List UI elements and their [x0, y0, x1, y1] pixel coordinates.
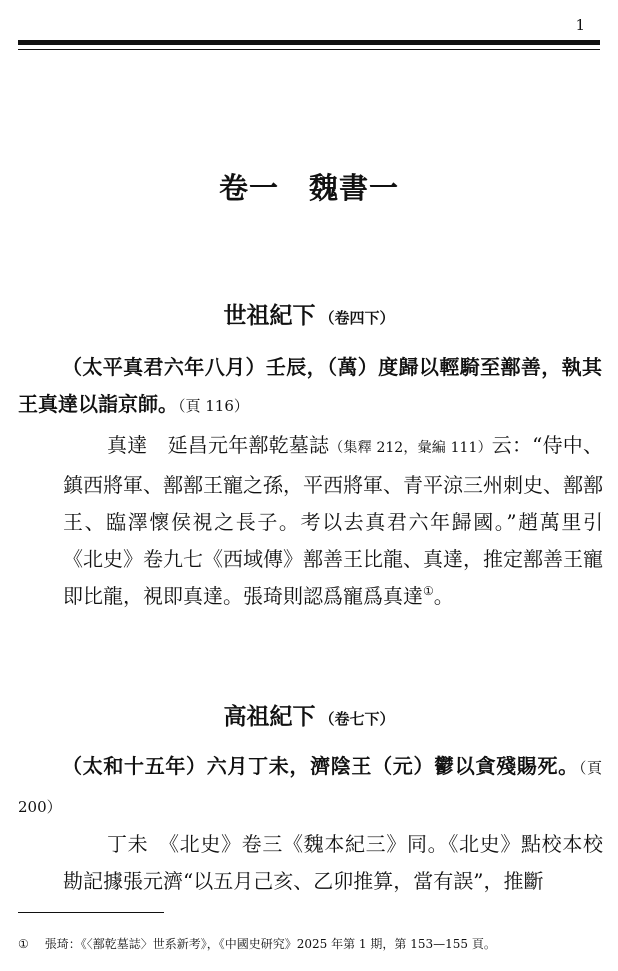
page-number: 1	[575, 16, 585, 34]
footnote-text: 張琦：《〈鄯乾墓誌〉世系新考》，《中國史研究》2025 年第 1 期，第 153—155 頁。	[44, 937, 496, 951]
note-term: 真達	[107, 433, 148, 457]
note-term: 丁未	[107, 832, 149, 856]
note-paragraph	[63, 427, 603, 615]
note-text: 。	[433, 584, 454, 608]
section-title	[0, 297, 618, 330]
section-title-text: 高祖紀下	[223, 703, 316, 730]
footnote	[18, 935, 608, 952]
footnote-rule	[18, 912, 164, 913]
note-text: 《北史》卷三《魏本紀三》同。《北史》點校本校勘記據張元濟“以五月己亥、乙卯推算，當有誤”，推斷	[63, 832, 604, 893]
note-text: 延昌元年鄯乾墓誌	[167, 433, 330, 457]
section-volume: （卷七下）	[319, 710, 395, 728]
header-rule-thin	[18, 49, 600, 50]
header-rule-thick	[18, 40, 600, 45]
footnote-mark: ①	[18, 937, 29, 951]
section-volume: （卷四下）	[319, 309, 395, 327]
entry-paragraph	[18, 349, 602, 425]
entry-text: 六月丁未，濟陰王（元）鬱以貪殘賜死。	[206, 754, 579, 778]
entry-date: （太平真君六年八月）	[62, 355, 266, 379]
page-reference: （頁 200）	[18, 759, 603, 816]
footnote-reference[interactable]: ①	[423, 584, 434, 598]
note-text: 云：“侍中、鎮西將軍、鄯鄯王寵之孫，平西將軍、青平涼三州刺史、鄯鄯王、臨澤懷侯視之長子。考以去真君六年歸國。”趙萬里引《北史》卷九七《西域傳》鄯善王比龍、真達，推定鄯善王寵即比龍，視即真達。張琦則認爲寵爲真達	[63, 433, 604, 608]
page-reference: （頁 116）	[178, 397, 249, 415]
entry-date: （太和十五年）	[62, 754, 207, 778]
entry-text: 壬辰，（萬）度歸以輕騎至鄯善，執其王真達以詣京師。	[18, 355, 603, 416]
chapter-title: 卷一 魏書一	[218, 171, 399, 205]
section-title	[0, 698, 618, 731]
entry-paragraph	[18, 748, 602, 826]
section-title-text: 世祖紀下	[223, 302, 316, 329]
note-source: （集釋 212，彙編 111）	[329, 440, 492, 456]
note-paragraph	[63, 826, 603, 900]
